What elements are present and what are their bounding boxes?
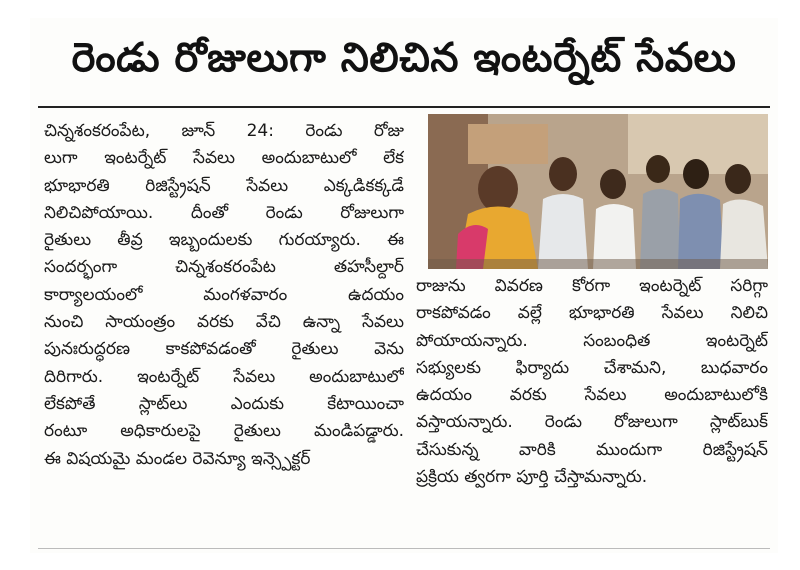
body-line: ప్రక్రియ త్వరగా పూర్తి చేస్తామన్నారు. <box>416 467 648 488</box>
headline-rule <box>38 106 770 108</box>
headline: రెండు రోజులుగా నిలిచిన ఇంటర్నేట్ సేవలు <box>71 35 737 81</box>
body-line: భూభారతి రిజిస్ట్రేషన్ సేవలు ఎక్కడికక్కడే <box>44 175 404 196</box>
body-line: సందర్భంగా చిన్నశంకరంపేట తహసీల్దార్ <box>44 257 404 278</box>
body-line: ఉదయం వరకు సేవలు అందుబాటులోకి <box>416 385 768 406</box>
body-line: వస్తాయన్నారు. రెండు రోజులుగా స్లాట్‌బుక్ <box>416 412 768 433</box>
body-line: చిన్నశంకరంపేట, జూన్ 24: రెండు రోజు <box>44 121 404 141</box>
body-line: నిలిచిపోయాయి. దీంతో రెండు రోజులుగా <box>44 202 404 223</box>
left-column <box>44 118 404 473</box>
body-line: పోయాయన్నారు. సంబంధిత ఇంటర్నెట్ <box>416 330 768 351</box>
body-line: రాకపోవడం వల్లే భూభారతి సేవలు నిలిచి <box>416 303 768 324</box>
body-line: పునఃరుద్ధరణ కాకపోవడంతో రైతులు వెను <box>44 339 404 360</box>
body-line: రైతులు తీవ్ర ఇబ్బందులకు గురయ్యారు. ఈ <box>44 230 404 251</box>
crowd-photo <box>428 114 768 269</box>
body-line: లుగా ఇంటర్నేట్ సేవలు అందుబాటులో లేక <box>44 148 404 169</box>
news-clipping <box>30 18 778 553</box>
body-line: రంటూ అధికారులపై రైతులు మండిపడ్డారు. <box>44 421 404 442</box>
body-line: నుంచి సాయంత్రం వరకు వేచి ఉన్నా సేవలు <box>44 312 404 333</box>
bottom-rule <box>38 548 770 549</box>
body-line: రాజును వివరణ కోరగా ఇంటర్నెట్ సరిగ్గా <box>416 276 768 296</box>
right-column <box>416 273 768 491</box>
body-line: సభ్యులకు ఫిర్యాదు చేశామని, బుధవారం <box>416 357 768 378</box>
body-line: ఈ విషయమై మండల రెవెన్యూ ఇన్స్పెక్టర్ <box>44 448 311 469</box>
body-line: దిరిగారు. ఇంటర్నేట్ సేవలు అందుబాటులో <box>44 366 404 387</box>
body-line: కార్యాలయంలో మంగళవారం ఉదయం <box>44 284 404 305</box>
body-line: చేసుకున్న వారికి ముందుగా రిజిస్ట్రేషన్ <box>416 439 768 460</box>
body-line: లేకపోతే స్లాట్‌లు ఎందుకు కేటాయించా <box>44 393 404 414</box>
